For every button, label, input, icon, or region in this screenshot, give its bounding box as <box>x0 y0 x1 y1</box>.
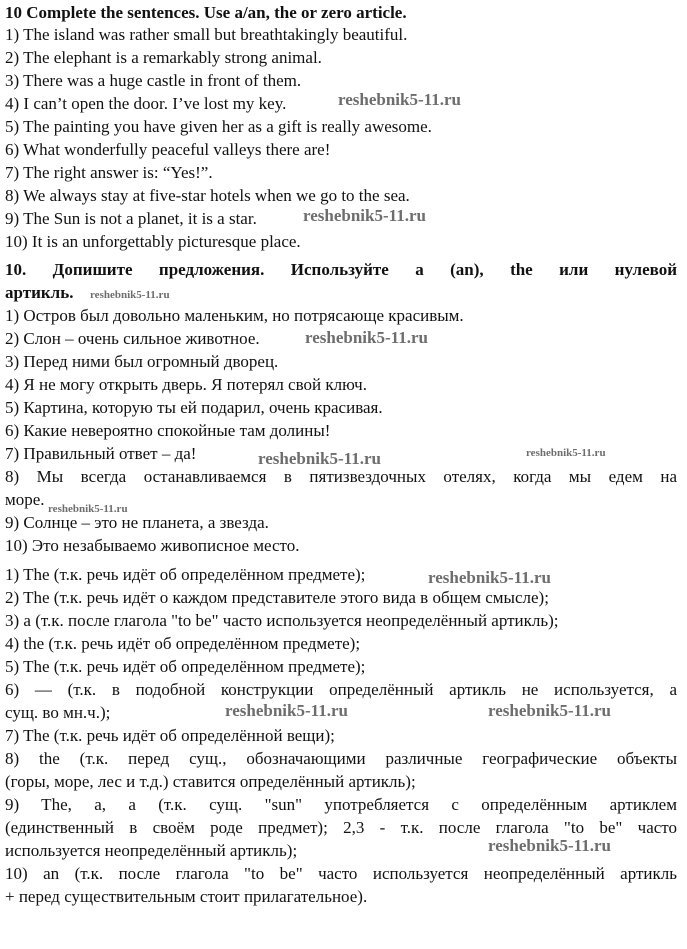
russian-sentence-cont: море. <box>5 490 45 509</box>
answer-line: 7) The (т.к. речь идёт об определённой вещи); <box>5 726 335 745</box>
english-sentence: 3) There was a huge castle in front of them. <box>5 71 302 90</box>
answer-line-cont: (единственный в своём роде предмет); 2,3 - т.к. после глагола "to be" часто <box>5 818 677 837</box>
answer-line-cont: используется неопределённый артикль); <box>5 841 298 860</box>
watermark: reshebnik5-11.ru <box>90 289 170 301</box>
exercise-heading-english: 10 Complete the sentences. Use a/an, the or zero article. <box>5 3 407 22</box>
answer-line: 3) a (т.к. после глагола "to be" часто используется неопределённый артикль); <box>5 611 559 630</box>
russian-sentence: 6) Какие невероятно спокойные там долины! <box>5 421 331 440</box>
watermark: reshebnik5-11.ru <box>488 701 611 720</box>
watermark: reshebnik5-11.ru <box>338 90 461 109</box>
answer-line: 1) The (т.к. речь идёт об определённом предмете); <box>5 565 366 584</box>
russian-sentence: 1) Остров был довольно маленьким, но потрясающе красивым. <box>5 306 464 325</box>
answer-line-cont: сущ. во мн.ч.); <box>5 703 111 722</box>
english-sentence: 1) The island was rather small but breathtakingly beautiful. <box>5 25 408 44</box>
answer-line: 6) — (т.к. в подобной конструкции определённый артикль не используется, а <box>5 680 677 699</box>
russian-sentence: 10) Это незабываемо живописное место. <box>5 536 300 555</box>
russian-sentence: 7) Правильный ответ – да! <box>5 444 197 463</box>
watermark: reshebnik5-11.ru <box>526 447 606 459</box>
russian-sentence: 3) Перед ними был огромный дворец. <box>5 352 279 371</box>
watermark: reshebnik5-11.ru <box>258 449 381 468</box>
watermark: reshebnik5-11.ru <box>305 328 428 347</box>
russian-sentence: 5) Картина, которую ты ей подарил, очень красивая. <box>5 398 383 417</box>
english-sentence: 6) What wonderfully peaceful valleys there are! <box>5 140 331 159</box>
russian-sentence: 9) Солнце – это не планета, а звезда. <box>5 513 269 532</box>
english-sentence: 5) The painting you have given her as a gift is really awesome. <box>5 117 432 136</box>
answer-line: 5) The (т.к. речь идёт об определённом предмете); <box>5 657 366 676</box>
russian-sentence: 4) Я не могу открыть дверь. Я потерял свой ключ. <box>5 375 367 394</box>
watermark: reshebnik5-11.ru <box>303 206 426 225</box>
russian-sentence: 2) Слон – очень сильное животное. <box>5 329 260 348</box>
watermark: reshebnik5-11.ru <box>48 503 128 515</box>
english-sentence: 7) The right answer is: “Yes!”. <box>5 163 213 182</box>
answer-line: 9) The, a, a (т.к. сущ. "sun" употребляется с определённым артиклем <box>5 795 677 814</box>
watermark: reshebnik5-11.ru <box>488 836 611 855</box>
english-sentence: 9) The Sun is not a planet, it is a star. <box>5 209 257 228</box>
english-sentence: 2) The elephant is a remarkably strong animal. <box>5 48 322 67</box>
answer-line: 4) the (т.к. речь идёт об определённом предмете); <box>5 634 361 653</box>
exercise-heading-russian-cont: артикль. <box>5 283 74 302</box>
answer-line-cont: (горы, море, лес и т.д.) ставится определённый артикль); <box>5 772 416 791</box>
watermark: reshebnik5-11.ru <box>225 701 348 720</box>
answer-line-cont: + перед существительным стоит прилагательное). <box>5 887 368 906</box>
exercise-heading-russian: 10. Допишите предложения. Используйте a (an), the или нулевой <box>5 260 677 279</box>
watermark: reshebnik5-11.ru <box>428 568 551 587</box>
answer-line: 2) The (т.к. речь идёт о каждом представителе этого вида в общем смысле); <box>5 588 549 607</box>
answer-line: 8) the (т.к. перед сущ., обозначающими различные географические объекты <box>5 749 677 768</box>
english-sentence: 8) We always stay at five-star hotels when we go to the sea. <box>5 186 410 205</box>
answer-line: 10) an (т.к. после глагола "to be" часто используется неопределённый артикль <box>5 864 677 883</box>
english-sentence: 4) I can’t open the door. I’ve lost my key. <box>5 94 287 113</box>
russian-sentence: 8) Мы всегда останавливаемся в пятизвездочных отелях, когда мы едем на <box>5 467 677 486</box>
english-sentence: 10) It is an unforgettably picturesque place. <box>5 232 301 251</box>
